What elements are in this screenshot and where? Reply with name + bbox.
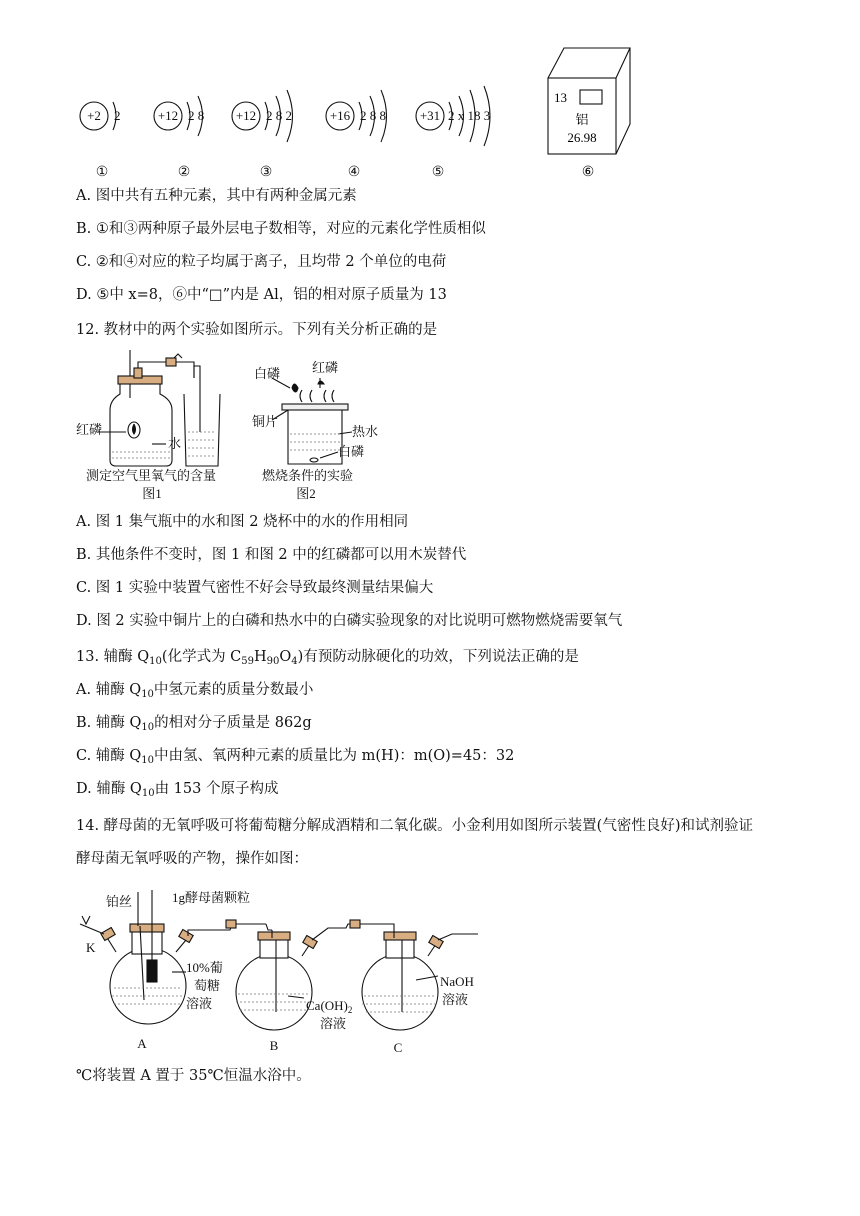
label-yeast: 1g酵母菌颗粒 [172, 890, 251, 905]
atom-2-label: ② [177, 165, 191, 180]
q13-option-d: D. 辅酶 $Q_{10}$由 153 个原子构成 [76, 781, 279, 799]
fig2-label-red-p: 红磷 [312, 360, 339, 375]
label-glucose-1: 10%葡 [186, 960, 223, 975]
fig2-label-copper: 铜片 [252, 414, 279, 429]
atom-diagrams [70, 80, 510, 180]
label-b: B [269, 1038, 279, 1053]
atom-2-shells: 2 8 [188, 108, 205, 123]
q12-option-a: A. 图 1 集气瓶中的水和图 2 烧杯中的水的作用相同 [76, 514, 409, 530]
q12-option-c: C. 图 1 实验中装置气密性不好会导致最终测量结果偏大 [76, 580, 434, 596]
atom-5-label: ⑤ [431, 165, 445, 180]
q14-stem-line2: 酵母菌无氧呼吸的产物，操作如图： [76, 851, 308, 867]
fig2-caption: 燃烧条件的实验 [262, 468, 354, 483]
label-glucose-3: 溶液 [186, 996, 213, 1011]
q12-option-d: D. 图 2 实验中铜片上的白磷和热水中的白磷实验现象的对比说明可燃物燃烧需要氧气 [76, 613, 623, 629]
fig1-caption: 测定空气里氧气的含量 [86, 468, 217, 483]
q13-option-c: C. 辅酶 $Q_{10}$中由氢、氧两种元素的质量比为 m(H)：m(O)=45：32 [76, 748, 515, 766]
q11-option-c: C. ②和④对应的粒子均属于离子，且均带 2 个单位的电荷 [76, 254, 447, 270]
atom-4-label: ④ [347, 165, 361, 180]
q13-option-a: A. 辅酶 $Q_{10}$中氢元素的质量分数最小 [76, 682, 314, 700]
q13-option-b: B. 辅酶 $Q_{10}$的相对分子质量是 862g [76, 715, 312, 733]
fig1-name: 图1 [142, 486, 162, 500]
element-mass: 26.98 [567, 130, 597, 145]
element-name: 铝 [575, 112, 589, 127]
q11-option-a: A. 图中共有五种元素，其中有两种金属元素 [76, 188, 357, 204]
label-naoh: NaOH [440, 974, 474, 989]
q13-stem: 13. 辅酶 $Q_{10}$(化学式为 $C_{59}H_{90}O_4$)有预防动脉硬化的功效，下列说法正确的是 [76, 649, 579, 667]
q12-figures [76, 348, 396, 500]
label-caoh: $Ca(OH)_2$ [306, 998, 353, 1015]
atom-3-shells: 2 8 2 [266, 108, 292, 123]
q11-option-b: B. ①和③两种原子最外层电子数相等，对应的元素化学性质相似 [76, 221, 486, 237]
atom-3-nucleus: +12 [235, 108, 257, 123]
fig2-name: 图2 [296, 486, 316, 500]
q14-apparatus [76, 880, 486, 1056]
atom-5-shells: 2 x 18 3 [448, 108, 491, 123]
q12-stem: 12. 教材中的两个实验如图所示。下列有关分析正确的是 [76, 322, 438, 338]
q14-step: ℃将装置 A 置于 35℃恒温水浴中。 [76, 1068, 311, 1084]
q12-option-b: B. 其他条件不变时，图 1 和图 2 中的红磷都可以用木炭替代 [76, 547, 467, 563]
atom-1-shells: 2 [114, 108, 121, 123]
fig2-label-white-p2: 白磷 [338, 444, 365, 459]
label-k: K [86, 940, 96, 955]
fig1-label-red-p: 红磷 [76, 422, 103, 437]
atom-4-nucleus: +16 [329, 108, 351, 123]
label-a: A [137, 1036, 147, 1051]
atom-2-nucleus: +12 [157, 108, 179, 123]
label-glucose-2: 萄糖 [194, 978, 221, 993]
q14-stem-line1: 14. 酵母菌的无氧呼吸可将葡萄糖分解成酒精和二氧化碳。小金利用如图所示装置(气密性良好)和试剂验证 [76, 818, 753, 834]
atom-3-label: ③ [259, 165, 273, 180]
fig2-label-hot-water: 热水 [352, 424, 379, 439]
fig1-label-water: 水 [168, 436, 182, 451]
atom-1-label: ① [95, 165, 109, 180]
atom-4-shells: 2 8 8 [360, 108, 386, 123]
label-caoh-sol: 溶液 [320, 1016, 347, 1031]
label-c: C [393, 1040, 403, 1055]
label-wire: 铂丝 [106, 894, 133, 909]
label-naoh-sol: 溶液 [442, 992, 469, 1007]
atom-5-nucleus: +31 [419, 108, 441, 123]
atom-1-nucleus: +2 [87, 108, 101, 123]
element-card [540, 44, 640, 180]
q11-option-d: D. ⑤中 x=8，⑥中“□”内是 Al，铝的相对原子质量为 13 [76, 287, 447, 303]
element-number: 13 [554, 90, 567, 105]
fig2-label-white-p: 白磷 [254, 366, 281, 381]
element-label: ⑥ [581, 165, 595, 180]
